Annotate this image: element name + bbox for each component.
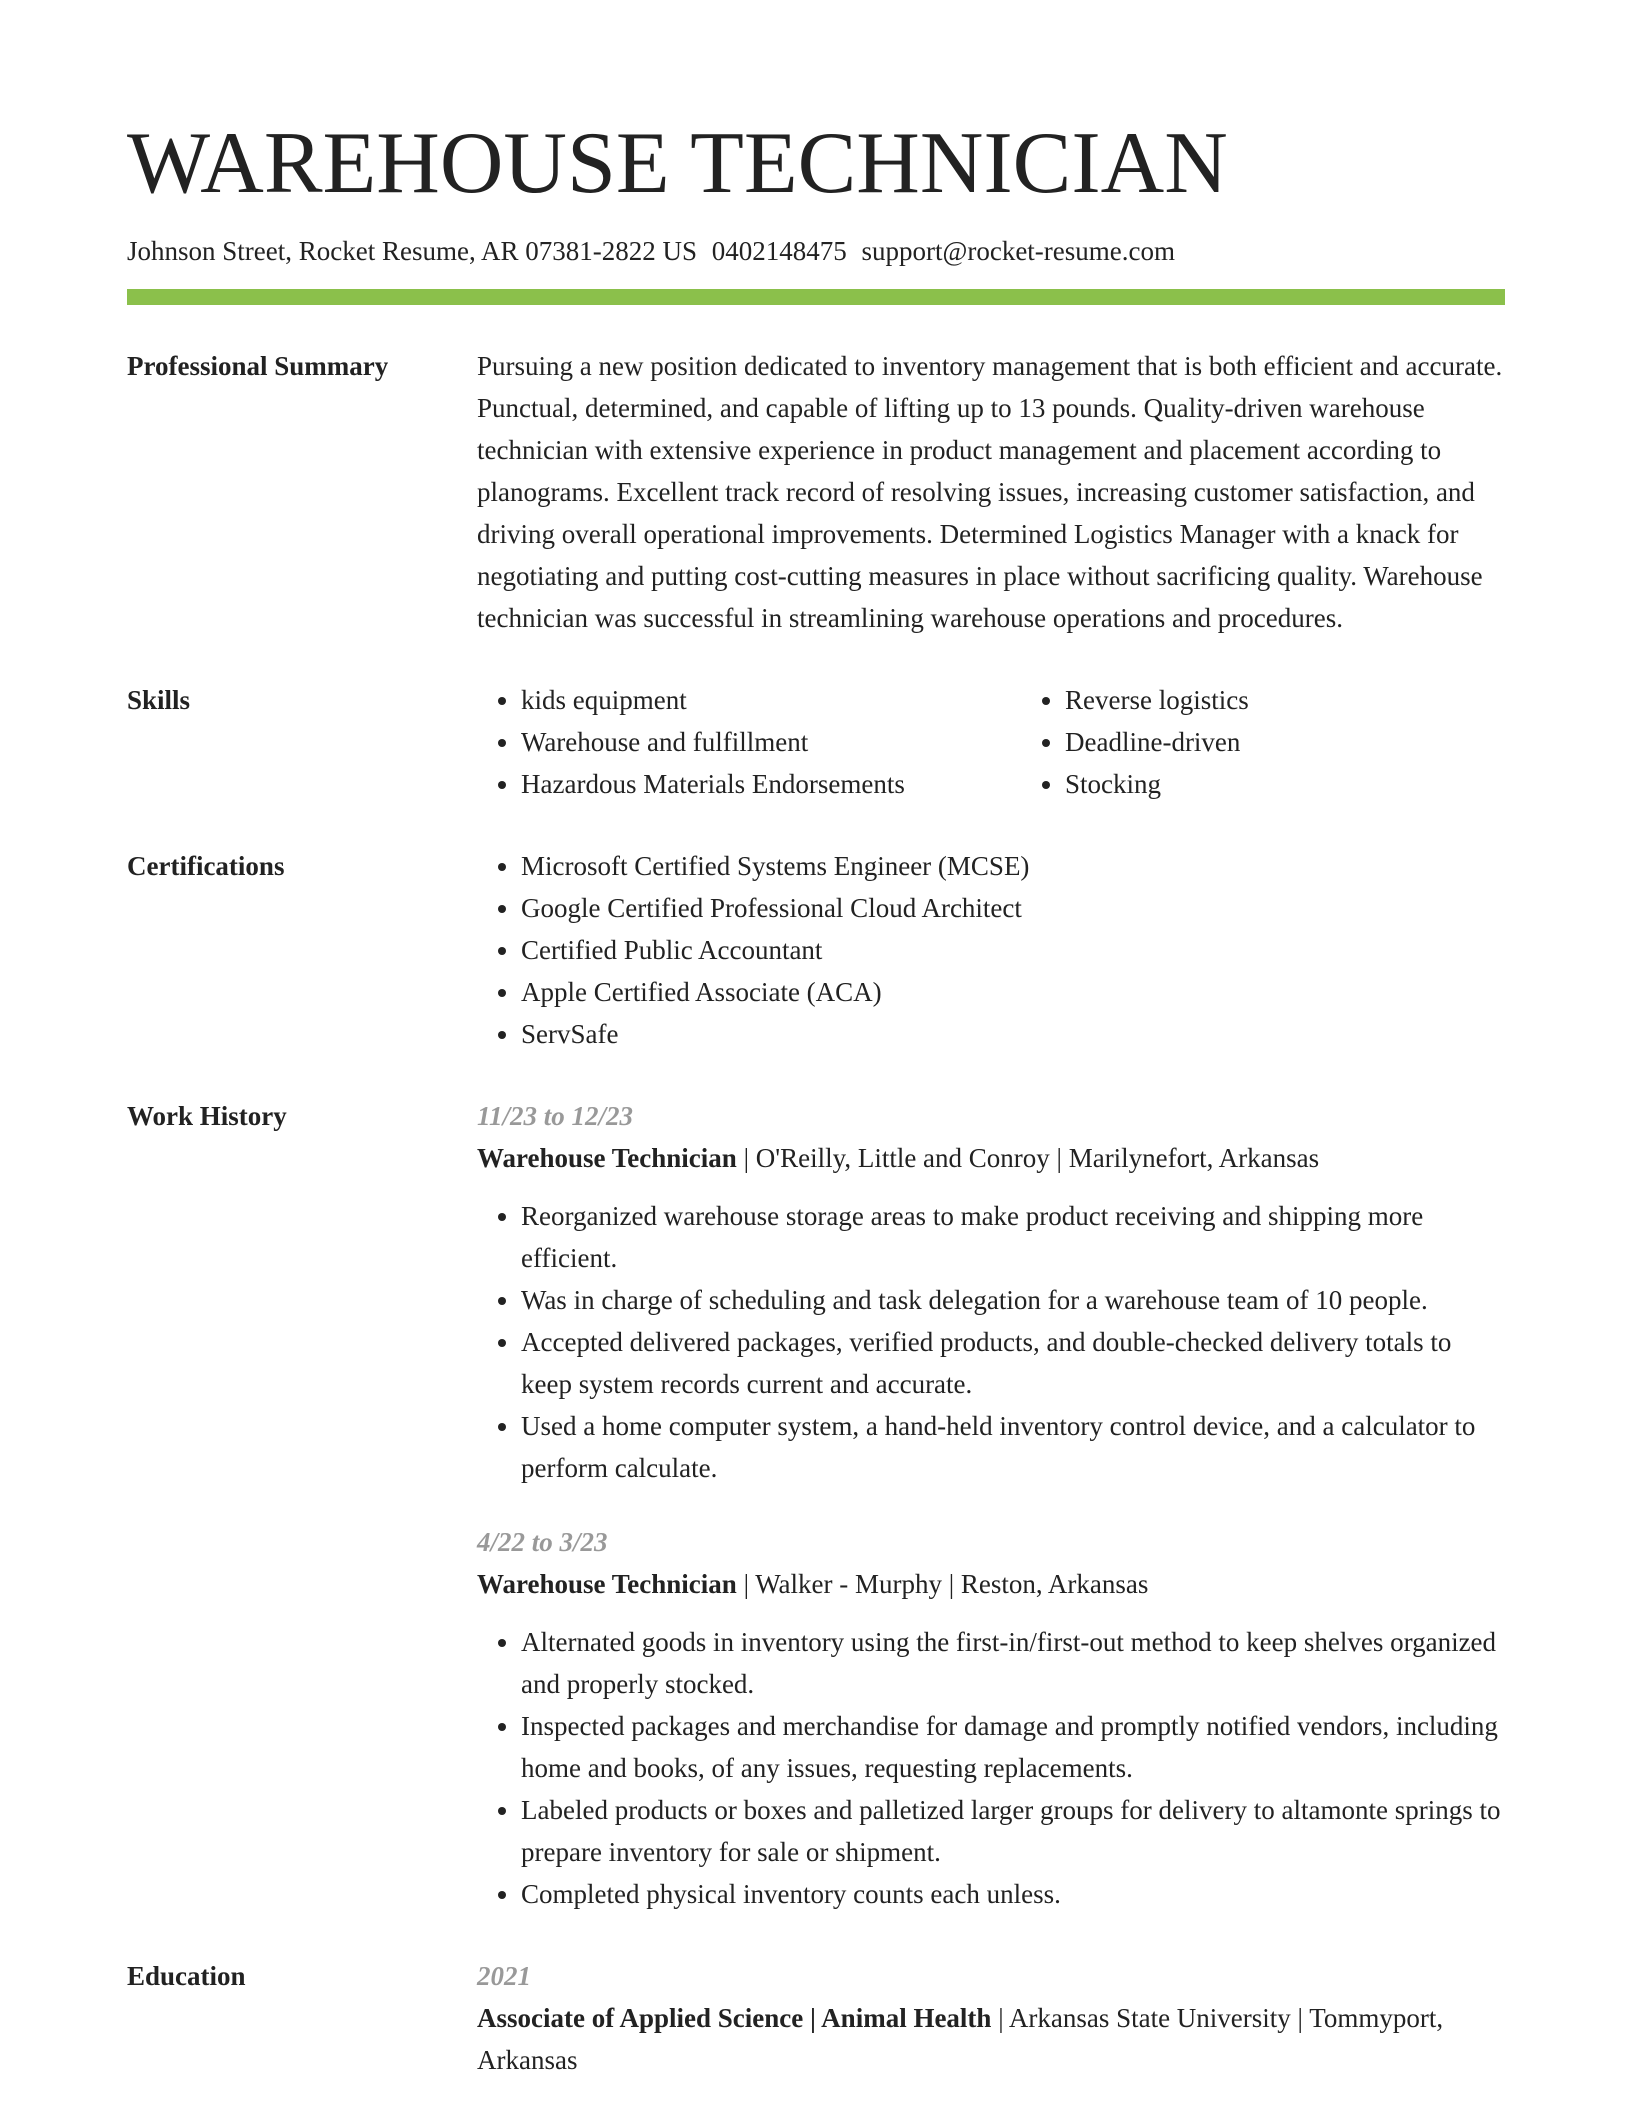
job-bullet: • Used a home computer system, a hand-held inventory control device, and a calculator to perform calculate. <box>521 1405 1505 1489</box>
section-education <box>127 1955 1505 2081</box>
summary-text: Pursuing a new position dedicated to inventory management that is both efficient and accurate. Punctual, determined, and capable of lifting up to 13 pounds. Quality-driven warehouse technician with extensive experience in product management and placement according to planograms. Excellent track record of resolving issues, increasing customer satisfaction, and driving overall operational improvements. Determined Logistics Manager with a knack for negotiating and putting cost-cutting measures in place without sacrificing quality. Warehouse technician was successful in streamlining warehouse operations and procedures. <box>477 351 1503 634</box>
section-certifications <box>127 845 1505 1055</box>
job-entry <box>477 1095 1505 1489</box>
contact-address: Johnson Street, Rocket Resume, AR 07381-2822 US <box>127 236 697 266</box>
section-summary <box>127 345 1505 639</box>
education-school-location: | Arkansas State University | Tommyport, Arkansas <box>477 2003 1444 2076</box>
skill-item: • Hazardous Materials Endorsements <box>521 763 1021 805</box>
section-title: Certifications <box>127 851 285 882</box>
job-entry <box>477 1521 1505 1915</box>
job-dates: 11/23 to 12/23 <box>477 1101 634 1132</box>
job-company-location: | Walker - Murphy | Reston, Arkansas <box>736 1569 1149 1600</box>
certification-item: • ServSafe <box>521 1013 1505 1055</box>
job-bullet: • Reorganized warehouse storage areas to make product receiving and shipping more efficient. <box>521 1195 1505 1279</box>
job-bullet: • Alternated goods in inventory using the first-in/first-out method to keep shelves organized and properly stocked. <box>521 1621 1505 1705</box>
education-year: 2021 <box>477 1961 531 1992</box>
section-skills <box>127 679 1505 805</box>
job-bullet: • Completed physical inventory counts each unless. <box>521 1873 1505 1915</box>
job-bullet: • Was in charge of scheduling and task delegation for a warehouse team of 10 people. <box>521 1279 1505 1321</box>
job-role: Warehouse Technician <box>477 1569 737 1600</box>
job-title-line <box>477 1563 1505 1605</box>
section-title: Work History <box>127 1101 287 1132</box>
certification-item: • Certified Public Accountant <box>521 929 1505 971</box>
job-role: Warehouse Technician <box>477 1143 737 1174</box>
contact-line <box>127 234 1505 269</box>
skill-item: • kids equipment <box>521 679 1021 721</box>
skill-item: • Warehouse and fulfillment <box>521 721 1021 763</box>
job-bullets <box>477 1195 1505 1489</box>
certifications-list <box>477 845 1505 1055</box>
job-bullets <box>477 1621 1505 1915</box>
section-title: Education <box>127 1961 246 1992</box>
skill-item: • Deadline-driven <box>1065 721 1565 763</box>
job-bullet: • Labeled products or boxes and palletized larger groups for delivery to altamonte springs to prepare inventory for sale or shipment. <box>521 1789 1505 1873</box>
header-divider <box>127 289 1505 305</box>
resume-name: WAREHOUSE TECHNICIAN <box>127 115 1228 212</box>
section-title: Skills <box>127 685 191 716</box>
education-degree: Associate of Applied Science | Animal Health <box>477 2003 992 2034</box>
skills-list-right <box>1021 679 1565 805</box>
contact-email: support@rocket-resume.com <box>861 236 1176 266</box>
certification-item: • Microsoft Certified Systems Engineer (MCSE) <box>521 845 1505 887</box>
certification-item: • Apple Certified Associate (ACA) <box>521 971 1505 1013</box>
contact-phone: 0402148475 <box>711 236 847 266</box>
job-bullet: • Accepted delivered packages, verified products, and double-checked delivery totals to keep system records current and accurate. <box>521 1321 1505 1405</box>
skill-item: • Stocking <box>1065 763 1565 805</box>
education-line <box>477 1997 1505 2081</box>
section-work-history <box>127 1095 1505 1915</box>
job-company-location: | O'Reilly, Little and Conroy | Marilynefort, Arkansas <box>736 1143 1320 1174</box>
job-title-line <box>477 1137 1505 1179</box>
certification-item: • Google Certified Professional Cloud Architect <box>521 887 1505 929</box>
section-title: Professional Summary <box>127 351 389 382</box>
job-dates: 4/22 to 3/23 <box>477 1527 608 1558</box>
skill-item: • Reverse logistics <box>1065 679 1565 721</box>
skills-list-left <box>477 679 1021 805</box>
job-bullet: • Inspected packages and merchandise for damage and promptly notified vendors, including home and books, of any issues, requesting replacements. <box>521 1705 1505 1789</box>
